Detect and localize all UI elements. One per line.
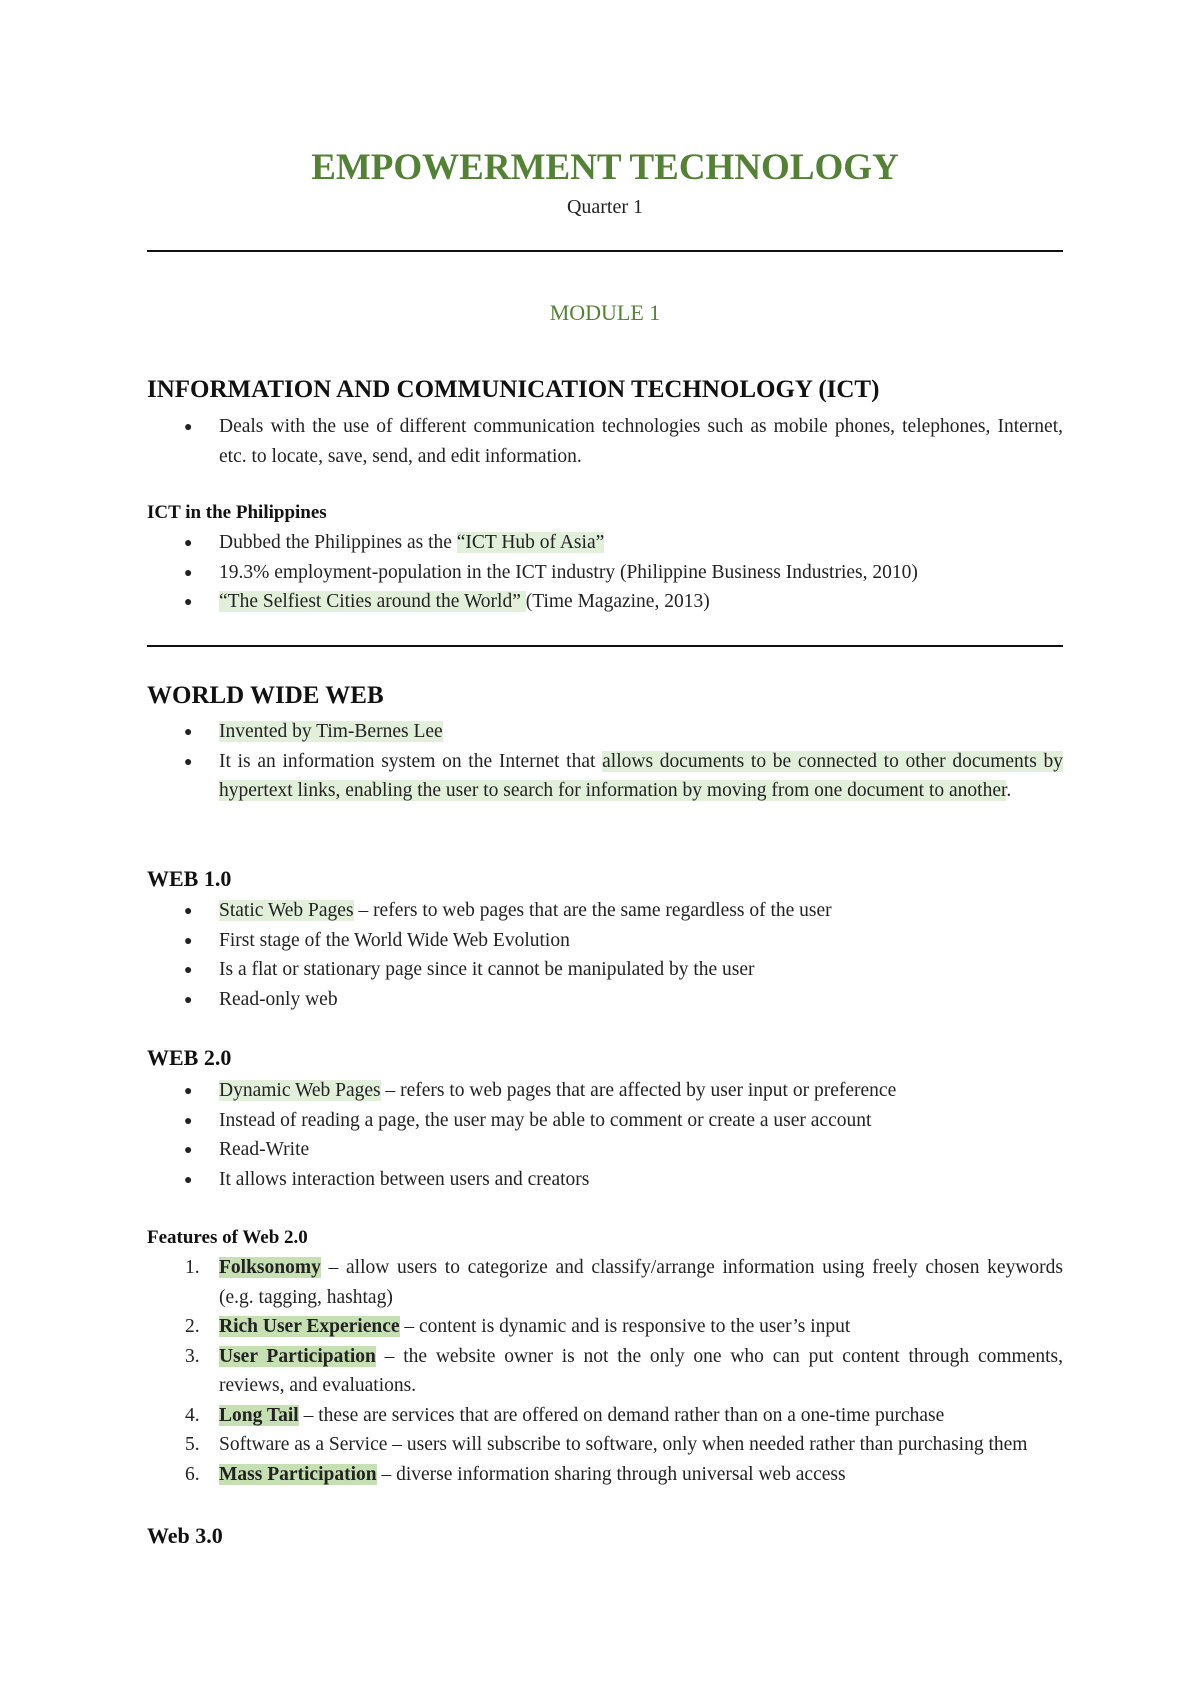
web1-bullet-list — [147, 896, 1063, 1014]
bullet-icon: ● — [184, 1143, 193, 1158]
list-item: ● Deals with the use of different communication technologies such as mobile phones, telephones, Internet, etc. to locate, save, send, and edit information. — [147, 412, 1063, 471]
ict-bullet-list — [147, 412, 1063, 471]
divider-rule — [147, 645, 1063, 647]
bullet-icon: ● — [184, 992, 193, 1008]
heading-web3: Web 3.0 — [147, 1523, 223, 1548]
list-number: 5. — [185, 1434, 200, 1455]
list-number: 6. — [185, 1463, 200, 1485]
document-subtitle: Quarter 1 — [566, 196, 644, 218]
highlight: “The Selfiest Cities around the World” — [219, 591, 526, 612]
list-item: ● Read-Write — [147, 1135, 1063, 1165]
highlight-term: Mass Participation — [219, 1463, 377, 1485]
list-item: ● “The Selfiest Cities around the World” (Time Magazine, 2013) — [147, 587, 1063, 617]
list-number: 1. — [185, 1257, 200, 1278]
highlight-term: User Participation — [219, 1345, 376, 1367]
bullet-icon: ● — [184, 420, 193, 435]
list-item: 3. User Participation – the website owner is not the only one who can put content through comments, reviews, and evaluations. — [147, 1342, 1063, 1401]
list-item: 4. Long Tail – these are services that are offered on demand rather than on a one-time purchase — [147, 1401, 1063, 1431]
module-label: MODULE 1 — [549, 300, 661, 325]
document-title: EMPOWERMENT TECHNOLOGY — [311, 147, 899, 188]
highlight: allows documents to be connected to other documents by hypertext links, enabling the user to search for information by moving from one document to another — [219, 750, 1064, 801]
highlight: “ICT Hub of Asia” — [456, 532, 605, 553]
list-item: ● Dynamic Web Pages – refers to web pages that are affected by user input or preference — [147, 1076, 1063, 1106]
list-item: 2. Rich User Experience – content is dynamic and is responsive to the user’s input — [147, 1312, 1063, 1342]
highlight-term: Folksonomy — [219, 1257, 321, 1278]
list-item: ● First stage of the World Wide Web Evolution — [147, 926, 1063, 956]
web2-bullet-list — [147, 1076, 1063, 1194]
list-item: ● Is a flat or stationary page since it cannot be manipulated by the user — [147, 955, 1063, 985]
heading-features-web2: Features of Web 2.0 — [147, 1227, 308, 1248]
bullet-icon: ● — [184, 933, 193, 949]
list-item — [147, 717, 1063, 747]
list-item: ● It is an information system on the Internet that allows documents to be connected to other documents by hypertext links, enabling the user to search for information by moving from one document to another. — [147, 747, 1063, 806]
highlight-term: Rich User Experience — [219, 1316, 400, 1337]
heading-ict-philippines: ICT in the Philippines — [147, 502, 327, 523]
list-item: ● It allows interaction between users and creators — [147, 1165, 1063, 1195]
highlight-term: Long Tail — [219, 1404, 299, 1426]
list-item: 6. Mass Participation – diverse information sharing through universal web access — [147, 1460, 1063, 1490]
bullet-icon: ● — [184, 1113, 193, 1129]
bullet-icon: ● — [184, 1084, 193, 1099]
heading-www: WORLD WIDE WEB — [147, 682, 384, 709]
features-numbered-list — [147, 1253, 1063, 1489]
list-number: 2. — [185, 1316, 200, 1337]
highlight: Invented by Tim-Bernes Lee — [219, 721, 443, 742]
bullet-icon: ● — [184, 754, 193, 770]
highlight: Static Web Pages — [219, 900, 354, 921]
divider-rule — [147, 250, 1063, 252]
bullet-icon: ● — [184, 536, 193, 551]
ict-philippines-list — [147, 528, 1063, 617]
heading-ict: INFORMATION AND COMMUNICATION TECHNOLOGY (ICT) — [147, 376, 880, 403]
list-number: 4. — [185, 1404, 200, 1426]
list-item: ● Instead of reading a page, the user may be able to comment or create a user account — [147, 1106, 1063, 1136]
heading-web2: WEB 2.0 — [147, 1045, 232, 1070]
bullet-icon: ● — [184, 595, 193, 610]
bullet-icon: ● — [184, 565, 193, 581]
list-item: ● Read-only web — [147, 985, 1063, 1015]
bullet-icon: ● — [184, 1172, 193, 1188]
list-item: 1. Folksonomy – allow users to categorize and classify/arrange information using freely chosen keywords (e.g. tagging, hashtag) — [147, 1253, 1063, 1312]
bullet-icon: ● — [184, 725, 193, 740]
bullet-icon: ● — [184, 904, 193, 919]
www-bullet-list — [147, 717, 1063, 806]
list-item: ● Dubbed the Philippines as the “ICT Hub of Asia” — [147, 528, 1063, 558]
bullet-icon: ● — [184, 963, 193, 978]
list-item: ● 19.3% employment-population in the ICT industry (Philippine Business Industries, 2010) — [147, 558, 1063, 588]
list-item: ● Static Web Pages – refers to web pages that are the same regardless of the user — [147, 896, 1063, 926]
heading-web1: WEB 1.0 — [147, 866, 232, 891]
list-number: 3. — [185, 1345, 200, 1367]
highlight: Dynamic Web Pages — [219, 1080, 381, 1101]
list-item: 5. Software as a Service – users will subscribe to software, only when needed rather than purchasing them — [147, 1430, 1063, 1460]
